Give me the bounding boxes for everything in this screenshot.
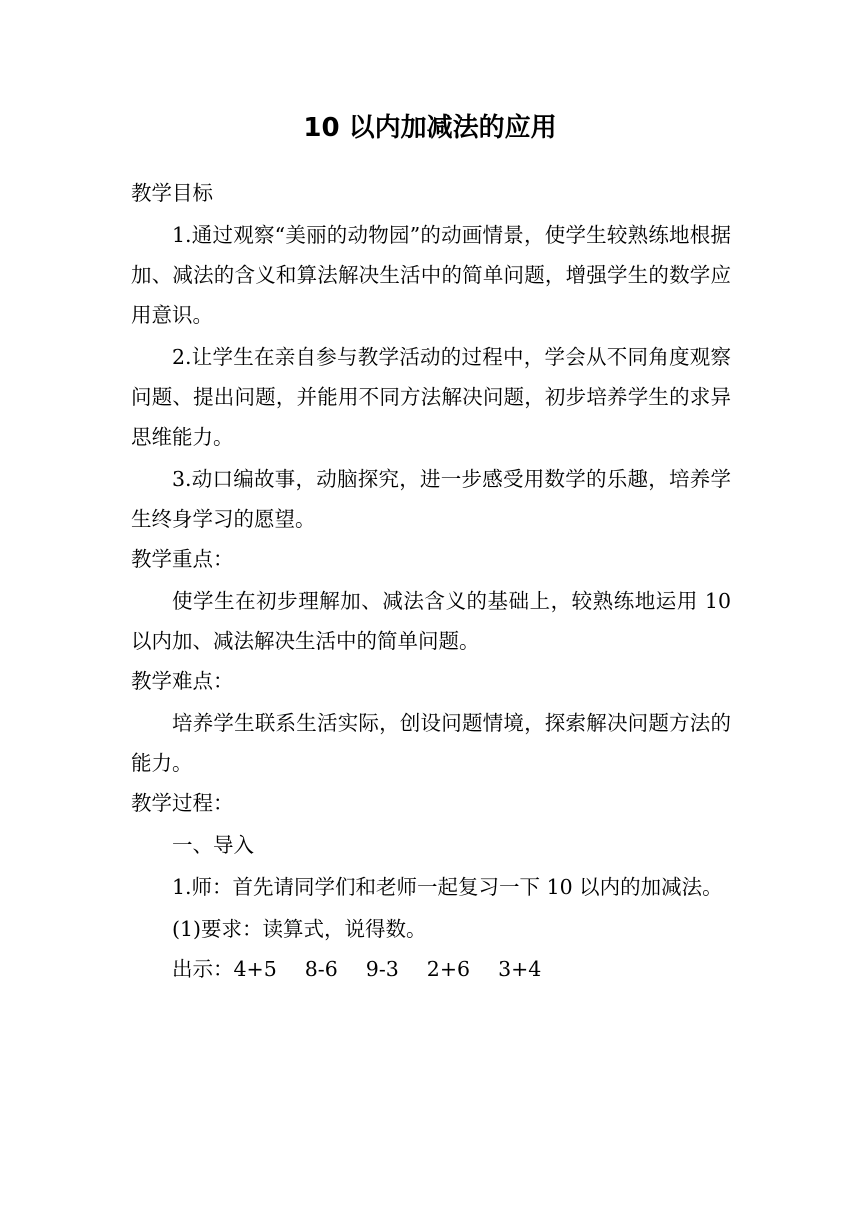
expression-display-line: [131, 949, 731, 989]
key-points-heading: 教学重点：: [131, 547, 234, 571]
step-heading: 一、导入: [172, 833, 254, 857]
goal-3-paragraph: 3.动口编故事，动脑探究，进一步感受用数学的乐趣，培养学生终身学习的愿望。: [131, 467, 731, 531]
document-title: 10 以内加减法的应用: [303, 113, 557, 143]
step-1-paragraph: 1.师：首先请同学们和老师一起复习一下 10 以内的加减法。: [172, 875, 723, 899]
goal-1-paragraph: 1.通过观察“美丽的动物园”的动画情景，使学生较熟练地根据加、减法的含义和算法解决生活中的简单问题，增强学生的数学应用意识。: [131, 223, 731, 327]
goal-2-paragraph: 2.让学生在亲自参与教学活动的过程中，学会从不同角度观察问题、提出问题，并能用不同方法解决问题，初步培养学生的求异思维能力。: [131, 345, 731, 449]
requirement-paragraph: (1)要求：读算式，说得数。: [172, 917, 427, 941]
expression-item: 3+4: [498, 957, 542, 981]
expression-item: 4+5: [233, 957, 277, 981]
display-label: 出示：: [172, 957, 234, 981]
difficulty-paragraph: 培养学生联系生活实际，创设问题情境，探索解决问题方法的能力。: [131, 711, 731, 775]
key-points-paragraph: 使学生在初步理解加、减法含义的基础上，较熟练地运用 10 以内加、减法解决生活中的简单问题。: [131, 589, 731, 653]
document-body: [131, 173, 731, 989]
goals-heading: 教学目标: [131, 181, 213, 205]
process-heading: 教学过程：: [131, 791, 234, 815]
expression-item: 8-6: [304, 957, 338, 981]
expression-item: 9-3: [365, 957, 399, 981]
expression-item: 2+6: [426, 957, 471, 981]
difficulty-heading: 教学难点：: [131, 669, 234, 693]
